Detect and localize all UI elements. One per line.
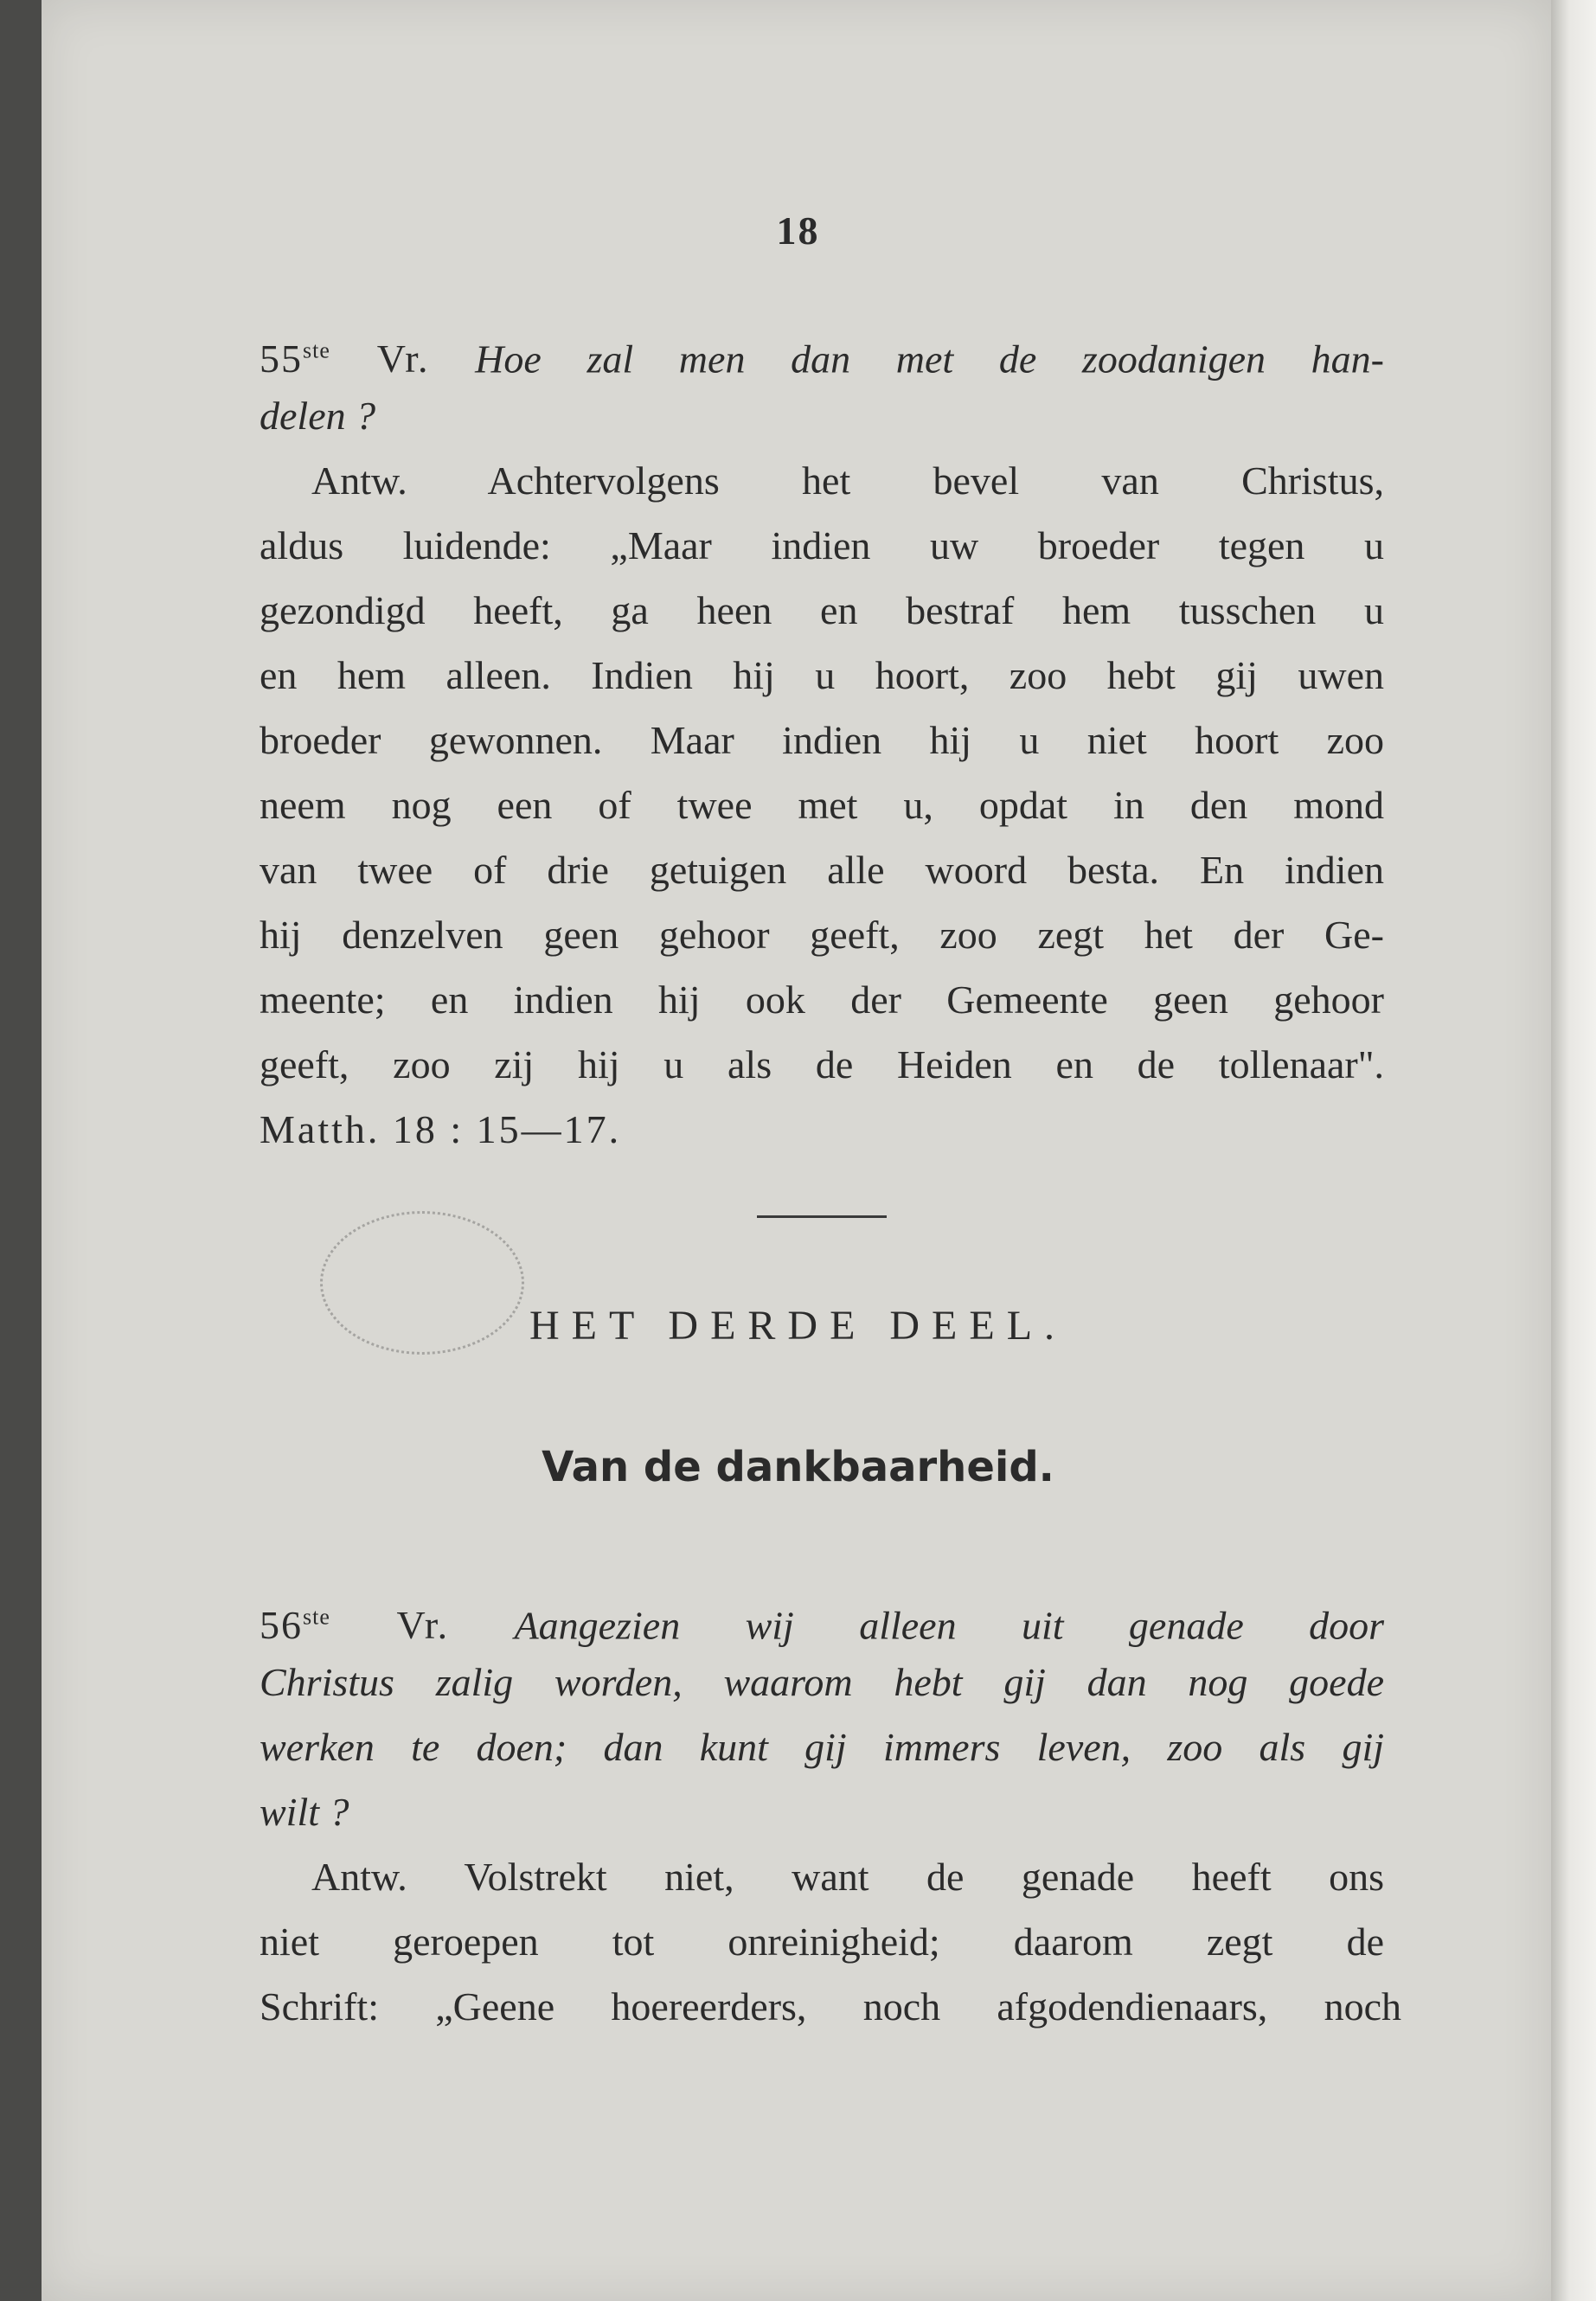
question-text: Christus zalig worden, waarom hebt gij dan nog goede bbox=[260, 1660, 1384, 1704]
answer-text: neem nog een of twee met u, opdat in den mond bbox=[260, 783, 1384, 827]
question-ordinal-suffix: ste bbox=[303, 1605, 330, 1630]
page-edge bbox=[1551, 0, 1596, 2301]
question-56-label bbox=[260, 1603, 449, 1647]
question-55-label bbox=[260, 336, 429, 381]
answer-56 bbox=[260, 1844, 1401, 2039]
answer-text: niet geroepen tot onreinigheid; daarom zegt de bbox=[260, 1920, 1384, 1964]
question-ordinal-suffix: ste bbox=[303, 338, 330, 363]
part-title: HET DERDE DEEL. bbox=[529, 1303, 1067, 1349]
answer-text: van twee of drie getuigen alle woord besta. En indien bbox=[260, 848, 1384, 892]
answer-text: Antw. Achtervolgens het bevel van Christus, bbox=[311, 458, 1384, 503]
question-text: wilt ? bbox=[260, 1790, 349, 1834]
answer-55 bbox=[260, 448, 1384, 1162]
scripture-reference: Matth. 18 : 15—17. bbox=[260, 1107, 622, 1151]
answer-text: broeder gewonnen. Maar indien hij u niet hoort zoo bbox=[260, 718, 1384, 762]
question-55-line-1 bbox=[260, 318, 1384, 383]
section-title: Van de dankbaarheid. bbox=[542, 1443, 1054, 1491]
section-divider bbox=[757, 1215, 887, 1218]
answer-text: Antw. Volstrekt niet, want de genade heeft ons bbox=[311, 1855, 1384, 1899]
answer-text: geeft, zoo zij hij u als de Heiden en de tollenaar". bbox=[260, 1042, 1384, 1086]
question-text: Aangezien wij alleen uit genade door bbox=[514, 1603, 1385, 1648]
question-number: 55 bbox=[260, 336, 303, 381]
question-abbrev: Vr. bbox=[376, 336, 430, 381]
question-text: werken te doen; dan kunt gij immers leven, zoo als gij bbox=[260, 1725, 1384, 1769]
answer-text: Schrift: „Geene hoereerders, noch afgodendienaars, noch bbox=[260, 1984, 1401, 2029]
answer-text: gezondigd heeft, ga heen en bestraf hem tusschen u bbox=[260, 588, 1384, 632]
answer-text: hij denzelven geen gehoor geeft, zoo zegt het der Ge- bbox=[260, 913, 1384, 957]
question-56-line-1 bbox=[260, 1585, 1384, 1650]
answer-text: en hem alleen. Indien hij u hoort, zoo hebt gij uwen bbox=[260, 653, 1384, 697]
question-55 bbox=[260, 318, 1384, 448]
question-56 bbox=[260, 1585, 1384, 1844]
answer-text: aldus luidende: „Maar indien uw broeder tegen u bbox=[260, 523, 1384, 567]
question-text: delen ? bbox=[260, 394, 376, 438]
question-abbrev: Vr. bbox=[396, 1603, 450, 1648]
answer-text: meente; en indien hij ook der Gemeente geen gehoor bbox=[260, 977, 1384, 1022]
page-number: 18 bbox=[776, 208, 820, 253]
question-text: Hoe zal men dan met de zoodanigen han- bbox=[475, 336, 1385, 381]
question-number: 56 bbox=[260, 1603, 303, 1648]
